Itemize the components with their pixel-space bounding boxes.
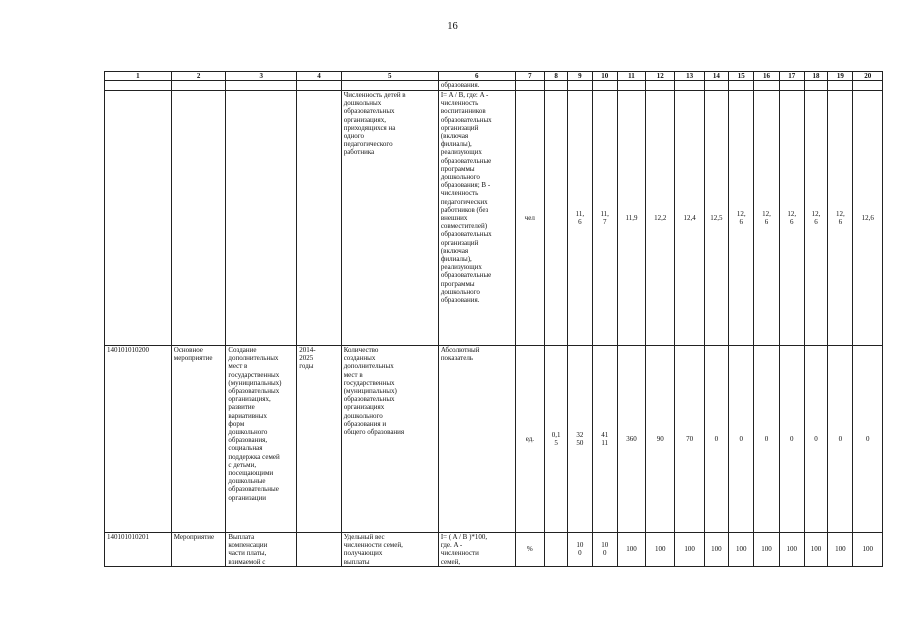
page-number: 16 bbox=[447, 21, 458, 32]
row-period bbox=[297, 533, 342, 567]
row-value: 12,2 bbox=[646, 91, 675, 346]
row-code: 140101010200 bbox=[105, 346, 172, 533]
row-value: 100 bbox=[646, 533, 675, 567]
row-indicator: Количество созданных дополнительных мест в государственных (муниципальных) образовательных организациях дошкольного образования и общего образования bbox=[341, 346, 438, 533]
row-value: 12,6 bbox=[853, 91, 883, 346]
row-period: 2014- 2025 годы bbox=[297, 346, 342, 533]
row-value: 10 0 bbox=[568, 533, 592, 567]
row-type: Мероприятие bbox=[171, 533, 226, 567]
header-cell: 20 bbox=[853, 72, 883, 81]
indicators-table bbox=[104, 71, 883, 567]
row-value bbox=[545, 91, 568, 346]
row-type: Основное мероприятие bbox=[171, 346, 226, 533]
table-row bbox=[105, 91, 883, 346]
row-value: 100 bbox=[704, 533, 728, 567]
row-value: 0 bbox=[754, 346, 779, 533]
header-cell: 11 bbox=[617, 72, 645, 81]
header-cell: 8 bbox=[545, 72, 568, 81]
row-value: 12,4 bbox=[675, 91, 704, 346]
row-unit: ед. bbox=[515, 346, 544, 533]
row-indicator: Численность детей в дошкольных образовательных организациях, приходящихся на одного педагогического работника bbox=[341, 91, 438, 346]
row-value: 0 bbox=[779, 346, 804, 533]
row-value: 32 50 bbox=[568, 346, 592, 533]
row-name bbox=[226, 91, 297, 346]
row-code: 140101010201 bbox=[105, 533, 172, 567]
row-value: 12, 6 bbox=[754, 91, 779, 346]
row-value: 0 bbox=[729, 346, 754, 533]
row-formula: I= ( A / B )*100, где. A - численности семей, bbox=[438, 533, 515, 567]
header-cell: 6 bbox=[438, 72, 515, 81]
header-cell: 1 bbox=[105, 72, 172, 81]
row-value: 11, 7 bbox=[592, 91, 617, 346]
row-formula: Абсолютный показатель bbox=[438, 346, 515, 533]
header-cell: 9 bbox=[568, 72, 592, 81]
header-cell: 3 bbox=[226, 72, 297, 81]
row-value: 10 0 bbox=[592, 533, 617, 567]
row-value: 0 bbox=[804, 346, 827, 533]
row-value: 90 bbox=[646, 346, 675, 533]
row-value: 70 bbox=[675, 346, 704, 533]
row-value: 100 bbox=[754, 533, 779, 567]
header-cell: 4 bbox=[297, 72, 342, 81]
row-value: 100 bbox=[853, 533, 883, 567]
header-cell: 5 bbox=[341, 72, 438, 81]
continuation-row bbox=[105, 81, 883, 91]
row-value: 11, 6 bbox=[568, 91, 592, 346]
row-value: 100 bbox=[617, 533, 645, 567]
row-value: 100 bbox=[804, 533, 827, 567]
header-row bbox=[105, 72, 883, 81]
row-value: 12, 6 bbox=[779, 91, 804, 346]
header-cell: 14 bbox=[704, 72, 728, 81]
header-cell: 17 bbox=[779, 72, 804, 81]
row-value: 100 bbox=[779, 533, 804, 567]
header-cell: 13 bbox=[675, 72, 704, 81]
header-cell: 2 bbox=[171, 72, 226, 81]
row-value: 100 bbox=[729, 533, 754, 567]
header-cell: 10 bbox=[592, 72, 617, 81]
table-row bbox=[105, 346, 883, 533]
row-value: 12,5 bbox=[704, 91, 728, 346]
row-unit: % bbox=[515, 533, 544, 567]
row-indicator: Удельный вес численности семей, получающих выплаты bbox=[341, 533, 438, 567]
row-code bbox=[105, 91, 172, 346]
table-row bbox=[105, 533, 883, 567]
header-cell: 18 bbox=[804, 72, 827, 81]
continuation-text: образования. bbox=[438, 81, 515, 91]
header-cell: 16 bbox=[754, 72, 779, 81]
row-value: 360 bbox=[617, 346, 645, 533]
header-cell: 12 bbox=[646, 72, 675, 81]
row-value: 100 bbox=[828, 533, 853, 567]
row-name: Выплата компенсации части платы, взимаемой с bbox=[226, 533, 297, 567]
row-value: 12, 6 bbox=[828, 91, 853, 346]
row-value: 0 bbox=[853, 346, 883, 533]
row-unit: чел bbox=[515, 91, 544, 346]
row-value: 41 11 bbox=[592, 346, 617, 533]
row-value: 12, 6 bbox=[804, 91, 827, 346]
row-type bbox=[171, 91, 226, 346]
header-cell: 15 bbox=[729, 72, 754, 81]
row-value: 100 bbox=[675, 533, 704, 567]
row-value: 12, 6 bbox=[729, 91, 754, 346]
row-formula: I= A / B, где: A - численность воспитанников образовательных организаций (включая филиалы), реализующих образовательные программы дошкольного образования; B - численность педагогических работников (без внешних совместителей) образовательных организаций (включая филиалы), реализующих образовательные программы дошкольного образования. bbox=[438, 91, 515, 346]
header-cell: 7 bbox=[515, 72, 544, 81]
row-period bbox=[297, 91, 342, 346]
row-name: Создание дополнительных мест в государственных (муниципальных) образовательных организациях, развитие вариативных форм дошкольного образования, социальная поддержка семей с детьми, посещающими дошкольные образовательные организации bbox=[226, 346, 297, 533]
row-value: 0 bbox=[704, 346, 728, 533]
row-value: 0,1 5 bbox=[545, 346, 568, 533]
row-value: 0 bbox=[828, 346, 853, 533]
row-value bbox=[545, 533, 568, 567]
row-value: 11,9 bbox=[617, 91, 645, 346]
header-cell: 19 bbox=[828, 72, 853, 81]
